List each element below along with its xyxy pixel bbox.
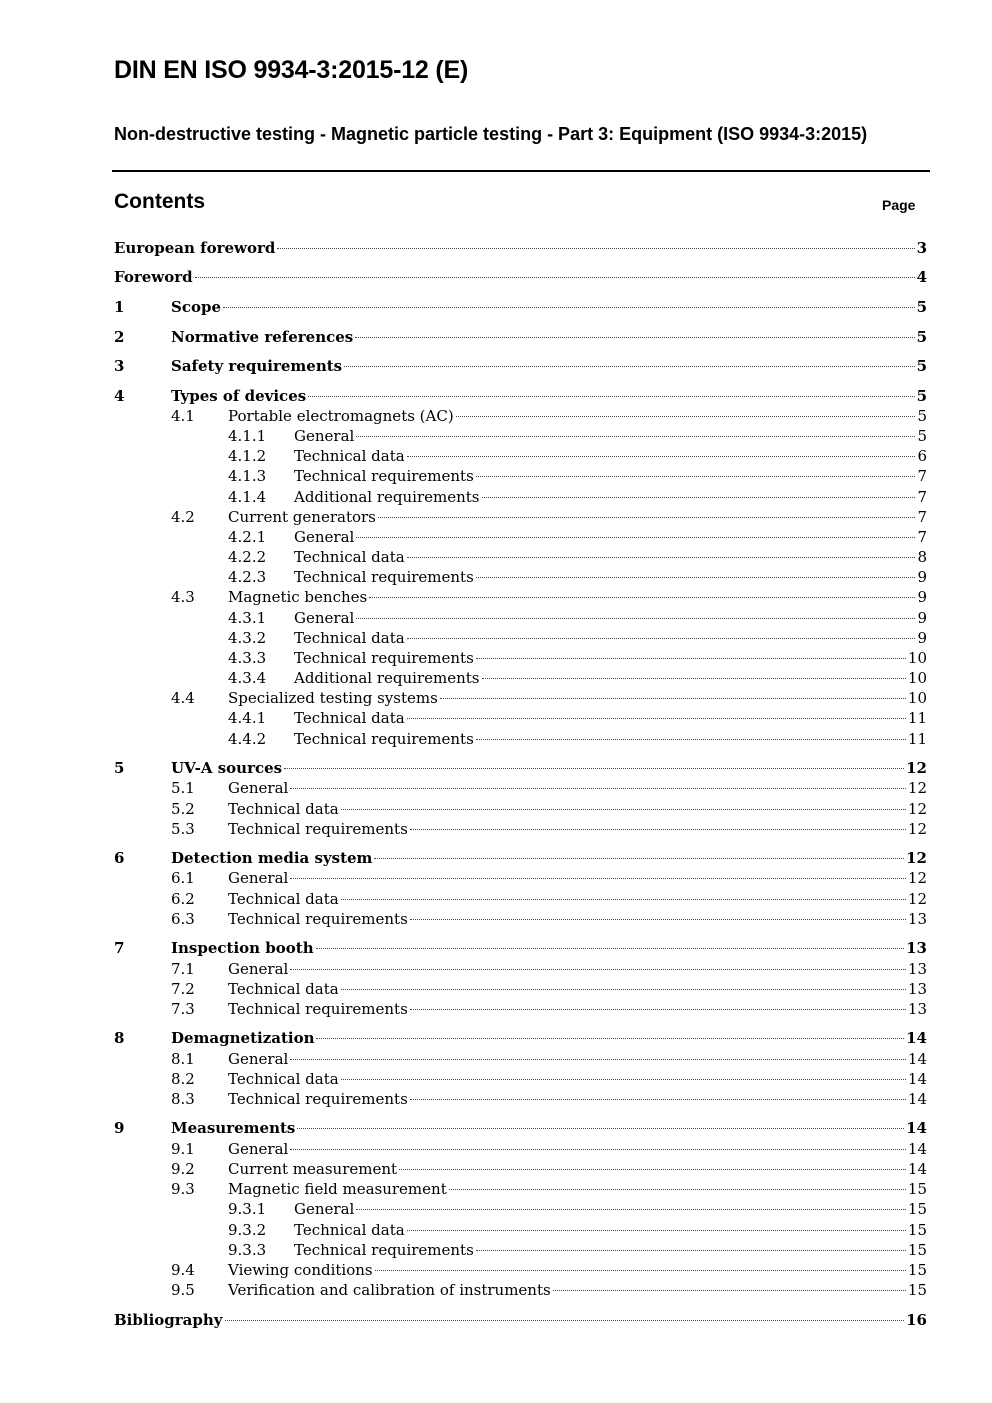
dot-leader (341, 989, 906, 990)
toc-entry-number: 4.3.3 (228, 649, 267, 667)
toc-entry-title: Technical requirements (228, 820, 408, 838)
toc-entry-page-number: 13 (907, 960, 927, 978)
toc-entry-title: Specialized testing systems (228, 689, 438, 707)
toc-entry-title: General (294, 528, 355, 546)
toc-entry[interactable] (114, 758, 927, 778)
toc-entry[interactable] (114, 648, 927, 668)
toc-entry-title: Technical requirements (228, 1090, 408, 1108)
toc-entry[interactable] (114, 729, 927, 749)
toc-entry[interactable] (114, 668, 927, 688)
dot-leader (297, 1128, 904, 1129)
toc-entry-number: 4.2 (171, 508, 195, 526)
toc-entry-number: 4.1.4 (228, 488, 267, 506)
toc-entry-title: Additional requirements (294, 669, 480, 687)
dot-leader (407, 718, 906, 719)
toc-entry[interactable] (114, 688, 927, 708)
dot-leader (407, 456, 916, 457)
toc-entry-title: Additional requirements (294, 488, 480, 506)
toc-entry-page-number: 9 (917, 568, 927, 586)
dot-leader (290, 878, 906, 879)
toc-entry-title: Technical requirements (294, 1241, 474, 1259)
dot-leader (355, 337, 914, 338)
dot-leader (476, 739, 906, 740)
toc-entry[interactable] (114, 1199, 927, 1219)
toc-entry-title: Portable electromagnets (AC) (228, 407, 454, 425)
toc-entry[interactable] (114, 979, 927, 999)
toc-entry-title: Technical requirements (294, 467, 474, 485)
toc-entry-title: Demagnetization (171, 1029, 315, 1047)
toc-entry[interactable] (114, 327, 927, 347)
toc-entry-number: 6.3 (171, 910, 195, 928)
dot-leader (290, 1149, 906, 1150)
toc-entry-page-number: 14 (907, 1050, 927, 1068)
toc-entry[interactable] (114, 799, 927, 819)
toc-entry-number: 7.3 (171, 1000, 195, 1018)
toc-entry-page-number: 7 (917, 528, 927, 546)
toc-entry-page-number: 5 (916, 387, 927, 405)
toc-entry[interactable] (114, 999, 927, 1019)
toc-entry[interactable] (114, 567, 927, 587)
dot-leader (482, 678, 906, 679)
toc-entry-title: Magnetic benches (228, 588, 368, 606)
toc-entry-number: 9 (114, 1119, 125, 1137)
toc-entry[interactable] (114, 889, 927, 909)
dot-leader (449, 1189, 906, 1190)
toc-entry-number: 9.3.3 (228, 1241, 267, 1259)
toc-entry-title: Technical data (294, 1221, 405, 1239)
toc-entry[interactable] (114, 608, 927, 628)
toc-entry-title: Technical requirements (294, 649, 474, 667)
dot-leader (482, 497, 916, 498)
toc-entry-number: 4.3.2 (228, 629, 267, 647)
toc-entry[interactable] (114, 959, 927, 979)
toc-entry-page-number: 13 (907, 910, 927, 928)
toc-entry-number: 4.1.3 (228, 467, 267, 485)
toc-entry-page-number: 10 (907, 649, 927, 667)
toc-entry-title: European foreword (114, 239, 276, 257)
toc-entry-number: 9.4 (171, 1261, 195, 1279)
toc-entry-page-number: 7 (917, 488, 927, 506)
toc-entry-page-number: 5 (916, 298, 927, 316)
toc-entry-number: 6.2 (171, 890, 195, 908)
toc-entry-page-number: 12 (907, 800, 927, 818)
toc-entry-page-number: 9 (917, 629, 927, 647)
toc-entry-title: Technical data (228, 980, 339, 998)
toc-entry-title: UV-A sources (171, 759, 283, 777)
dot-leader (456, 416, 916, 417)
toc-entry-number: 8.1 (171, 1050, 195, 1068)
toc-entry-number: 6.1 (171, 869, 195, 887)
dot-leader (410, 919, 906, 920)
toc-entry-title: Inspection booth (171, 939, 314, 957)
toc-entry-title: Bibliography (114, 1311, 223, 1329)
toc-entry-title: Normative references (171, 328, 354, 346)
toc-entry-title: Technical data (228, 890, 339, 908)
toc-entry-title: General (228, 869, 289, 887)
toc-entry-title: Magnetic field measurement (228, 1180, 447, 1198)
toc-entry[interactable] (114, 1179, 927, 1199)
toc-entry-page-number: 16 (906, 1311, 927, 1329)
toc-entry-page-number: 15 (907, 1241, 927, 1259)
dot-leader (290, 1059, 906, 1060)
toc-entry-title: Technical data (228, 800, 339, 818)
toc-entry-page-number: 10 (907, 669, 927, 687)
dot-leader (341, 809, 906, 810)
toc-entry[interactable] (114, 466, 927, 486)
toc-entry-number: 4.2.2 (228, 548, 267, 566)
toc-entry-number: 7.2 (171, 980, 195, 998)
toc-entry-title: Types of devices (171, 387, 307, 405)
toc-entry[interactable] (114, 1069, 927, 1089)
toc-entry[interactable] (114, 848, 927, 868)
toc-entry-page-number: 12 (907, 869, 927, 887)
dot-leader (284, 768, 904, 769)
toc-entry[interactable] (114, 267, 927, 287)
toc-entry-number: 8 (114, 1029, 125, 1047)
toc-entry-title: Viewing conditions (228, 1261, 373, 1279)
toc-entry-title: Technical requirements (294, 568, 474, 586)
toc-entry[interactable] (114, 708, 927, 728)
dot-leader (476, 476, 916, 477)
toc-entry-number: 4.3 (171, 588, 195, 606)
toc-entry-page-number: 15 (907, 1261, 927, 1279)
toc-entry-page-number: 12 (907, 820, 927, 838)
toc-entry-number: 9.5 (171, 1281, 195, 1299)
toc-entry-page-number: 9 (917, 609, 927, 627)
toc-entry-title: Technical requirements (228, 1000, 408, 1018)
toc-entry-title: Detection media system (171, 849, 373, 867)
toc-entry-page-number: 14 (907, 1070, 927, 1088)
toc-entry-page-number: 11 (907, 709, 927, 727)
dot-leader (476, 658, 906, 659)
toc-entry-title: Safety requirements (171, 357, 343, 375)
dot-leader (553, 1290, 906, 1291)
toc-entry[interactable] (114, 1240, 927, 1260)
toc-entry-title: Current generators (228, 508, 376, 526)
toc-entry-page-number: 5 (916, 328, 927, 346)
toc-entry-number: 4.3.1 (228, 609, 267, 627)
dot-leader (316, 1038, 904, 1039)
dot-leader (369, 597, 915, 598)
toc-entry-title: Verification and calibration of instruments (228, 1281, 551, 1299)
toc-entry[interactable] (114, 507, 927, 527)
toc-entry-number: 4.4.1 (228, 709, 267, 727)
toc-entry-page-number: 15 (907, 1221, 927, 1239)
toc-entry-number: 4.1.2 (228, 447, 267, 465)
dot-leader (195, 277, 915, 278)
toc-entry-number: 2 (114, 328, 125, 346)
toc-entry-number: 4.1 (171, 407, 195, 425)
toc-entry-number: 7 (114, 939, 125, 957)
toc-entry-title: General (228, 1140, 289, 1158)
toc-entry[interactable] (114, 938, 927, 958)
toc-entry-page-number: 5 (917, 407, 927, 425)
toc-entry-number: 9.3 (171, 1180, 195, 1198)
toc-entry-title: Technical data (294, 709, 405, 727)
toc-entry-page-number: 10 (907, 689, 927, 707)
toc-entry-page-number: 5 (916, 357, 927, 375)
dot-leader (407, 1230, 906, 1231)
toc-entry[interactable] (114, 909, 927, 929)
toc-entry[interactable] (114, 1089, 927, 1109)
dot-leader (410, 1099, 906, 1100)
toc-entry-title: Technical data (294, 548, 405, 566)
toc-entry-page-number: 15 (907, 1200, 927, 1218)
toc-entry-page-number: 5 (917, 427, 927, 445)
dot-leader (476, 577, 916, 578)
toc-entry-number: 6 (114, 849, 125, 867)
dot-leader (223, 307, 915, 308)
toc-entry-page-number: 14 (907, 1090, 927, 1108)
dot-leader (375, 1270, 906, 1271)
toc-entry[interactable] (114, 1280, 927, 1300)
toc-entry-title: Technical requirements (228, 910, 408, 928)
toc-entry-number: 5.1 (171, 779, 195, 797)
toc-entry-page-number: 11 (907, 730, 927, 748)
toc-entry[interactable] (114, 487, 927, 507)
toc-entry[interactable] (114, 587, 927, 607)
toc-entry-page-number: 14 (906, 1029, 927, 1047)
toc-entry-title: General (294, 427, 355, 445)
dot-leader (374, 858, 904, 859)
toc-entry-number: 4.3.4 (228, 669, 267, 687)
toc-entry-page-number: 14 (907, 1160, 927, 1178)
toc-entry-title: General (228, 1050, 289, 1068)
toc-entry-page-number: 13 (907, 980, 927, 998)
contents-heading: Contents (114, 190, 205, 213)
dot-leader (476, 1250, 906, 1251)
dot-leader (410, 1009, 906, 1010)
toc-entry-number: 5.3 (171, 820, 195, 838)
toc-entry-page-number: 15 (907, 1281, 927, 1299)
toc-entry[interactable] (114, 1220, 927, 1240)
toc-entry-title: General (228, 960, 289, 978)
dot-leader (316, 948, 905, 949)
page-column-label: Page (882, 197, 916, 213)
toc-entry[interactable] (114, 1159, 927, 1179)
toc-entry-page-number: 7 (917, 467, 927, 485)
toc-entry-number: 1 (114, 298, 125, 316)
toc-entry-page-number: 4 (916, 268, 927, 286)
dot-leader (378, 517, 916, 518)
toc-entry[interactable] (114, 628, 927, 648)
toc-entry[interactable] (114, 406, 927, 426)
toc-entry-page-number: 12 (906, 759, 927, 777)
toc-entry-page-number: 13 (906, 939, 927, 957)
toc-entry-number: 7.1 (171, 960, 195, 978)
toc-entry-page-number: 15 (907, 1180, 927, 1198)
toc-entry-number: 4.1.1 (228, 427, 267, 445)
toc-entry-page-number: 14 (906, 1119, 927, 1137)
toc-entry-title: Foreword (114, 268, 193, 286)
toc-entry[interactable] (114, 1310, 927, 1330)
dot-leader (407, 557, 916, 558)
dot-leader (407, 638, 916, 639)
dot-leader (290, 788, 906, 789)
toc-entry-number: 9.1 (171, 1140, 195, 1158)
toc-entry-number: 4.2.1 (228, 528, 267, 546)
dot-leader (308, 396, 914, 397)
dot-leader (356, 1209, 906, 1210)
dot-leader (341, 899, 906, 900)
toc-entry-page-number: 7 (917, 508, 927, 526)
toc-entry-number: 5.2 (171, 800, 195, 818)
toc-entry-page-number: 8 (917, 548, 927, 566)
toc-entry-page-number: 13 (907, 1000, 927, 1018)
toc-entry-page-number: 12 (907, 779, 927, 797)
dot-leader (356, 436, 915, 437)
dot-leader (399, 1169, 906, 1170)
document-title: Non-destructive testing - Magnetic particle testing - Part 3: Equipment (ISO 9934-3:2015) (114, 124, 868, 144)
toc-entry-title: Measurements (171, 1119, 296, 1137)
toc-entry[interactable] (114, 1139, 927, 1159)
toc-entry-number: 9.2 (171, 1160, 195, 1178)
toc-entry[interactable] (114, 426, 927, 446)
dot-leader (356, 618, 915, 619)
dot-leader (341, 1079, 906, 1080)
toc-entry-number: 5 (114, 759, 125, 777)
dot-leader (410, 829, 906, 830)
dot-leader (356, 537, 915, 538)
table-of-contents (114, 0, 927, 1403)
toc-entry-title: Scope (171, 298, 222, 316)
toc-entry-title: Current measurement (228, 1160, 398, 1178)
toc-entry-title: Technical data (228, 1070, 339, 1088)
toc-entry-page-number: 9 (917, 588, 927, 606)
toc-entry[interactable] (114, 819, 927, 839)
toc-entry[interactable] (114, 356, 927, 376)
toc-entry-page-number: 12 (907, 890, 927, 908)
dot-leader (277, 248, 914, 249)
toc-entry[interactable] (114, 446, 927, 466)
toc-entry[interactable] (114, 238, 927, 258)
dot-leader (225, 1320, 905, 1321)
toc-entry-page-number: 14 (907, 1140, 927, 1158)
toc-entry[interactable] (114, 868, 927, 888)
toc-entry-title: Technical data (294, 629, 405, 647)
toc-entry-number: 9.3.2 (228, 1221, 267, 1239)
toc-entry-title: General (294, 609, 355, 627)
toc-entry-page-number: 3 (916, 239, 927, 257)
toc-entry[interactable] (114, 1028, 927, 1048)
toc-entry[interactable] (114, 386, 927, 406)
toc-entry-number: 8.2 (171, 1070, 195, 1088)
toc-entry-number: 4.2.3 (228, 568, 267, 586)
toc-entry-number: 9.3.1 (228, 1200, 267, 1218)
dot-leader (290, 969, 906, 970)
toc-entry-number: 4.4.2 (228, 730, 267, 748)
toc-entry-title: Technical data (294, 447, 405, 465)
dot-leader (344, 366, 914, 367)
toc-entry-number: 4 (114, 387, 125, 405)
toc-entry-number: 4.4 (171, 689, 195, 707)
dot-leader (440, 698, 906, 699)
toc-entry-page-number: 6 (917, 447, 927, 465)
toc-entry-page-number: 12 (906, 849, 927, 867)
toc-entry[interactable] (114, 1118, 927, 1138)
document-identifier: DIN EN ISO 9934-3:2015-12 (E) (114, 56, 469, 84)
toc-entry[interactable] (114, 547, 927, 567)
toc-entry-title: Technical requirements (294, 730, 474, 748)
toc-entry[interactable] (114, 1049, 927, 1069)
toc-entry-number: 3 (114, 357, 125, 375)
toc-entry-title: General (294, 1200, 355, 1218)
toc-entry[interactable] (114, 1260, 927, 1280)
toc-entry[interactable] (114, 778, 927, 798)
toc-entry[interactable] (114, 527, 927, 547)
toc-entry-title: General (228, 779, 289, 797)
toc-entry[interactable] (114, 297, 927, 317)
toc-entry-number: 8.3 (171, 1090, 195, 1108)
